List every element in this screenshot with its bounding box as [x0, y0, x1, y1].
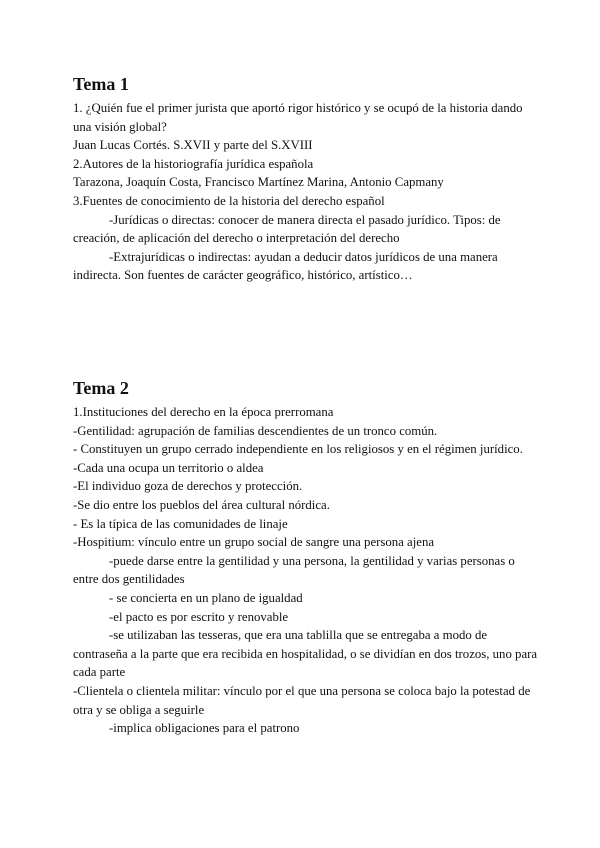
answer-2: Tarazona, Joaquín Costa, Francisco Martínez Marina, Antonio Capmany — [73, 175, 444, 190]
list-item: -Clientela o clientela militar: vínculo por el que una persona se coloca bajo la potestad de otra y se obliga a seguirle — [73, 683, 531, 717]
list-item: - Es la típica de las comunidades de linaje — [73, 516, 288, 531]
list-subitem: -se utilizaban las tesseras, que era una tablilla que se entregaba a modo de contraseña a la parte que era recibida en hospitalidad, o se dividían en dos trozos, uno para cada parte — [73, 628, 538, 680]
list-subitem: -implica obligaciones para el patrono — [109, 721, 300, 736]
list-item: -Hospitium: vínculo entre un grupo social de sangre una persona ajena — [73, 535, 435, 550]
list-item: -Gentilidad: agrupación de familias descendientes de un tronco común. — [73, 423, 438, 438]
list-subitem: - se concierta en un plano de igualdad — [109, 590, 303, 605]
question-2: 2.Autores de la historiografía jurídica española — [73, 156, 314, 171]
heading-instituciones: 1.Instituciones del derecho en la época prerromana — [73, 405, 334, 419]
list-item: -Se dio entre los pueblos del área cultural nórdica. — [73, 497, 330, 512]
question-1: 1. ¿Quién fue el primer jurista que aportó rigor histórico y se ocupó de la historia dando una visión global? — [73, 101, 523, 134]
list-item: -Cada una ocupa un territorio o aldea — [73, 460, 264, 475]
answer-3-extrajuridicas: -Extrajurídicas o indirectas: ayudan a deducir datos jurídicos de una manera indirecta. Son fuentes de carácter geográfico, histórico, artístico… — [73, 249, 498, 283]
list-subitem: -puede darse entre la gentilidad y una persona, la gentilidad y varias personas o entre dos gentilidades — [73, 553, 515, 587]
list-subitem: -el pacto es por escrito y renovable — [109, 609, 289, 624]
answer-1: Juan Lucas Cortés. S.XVII y parte del S.XVIII — [73, 138, 313, 153]
question-3: 3.Fuentes de conocimiento de la historia del derecho español — [73, 193, 385, 208]
answer-3-juridicas: -Jurídicas o directas: conocer de manera directa el pasado jurídico. Tipos: de creación, de aplicación del derecho o interpretación del derecho — [73, 212, 501, 246]
section-title: Tema 1 — [73, 74, 129, 94]
list-item: - Constituyen un grupo cerrado independiente en los religiosos y en el régimen jurídico. — [73, 442, 523, 457]
section-tema-1 — [73, 72, 543, 285]
list-item: -El individuo goza de derechos y protección. — [73, 479, 303, 494]
section-tema-2 — [73, 376, 543, 738]
section-title: Tema 2 — [73, 378, 129, 398]
